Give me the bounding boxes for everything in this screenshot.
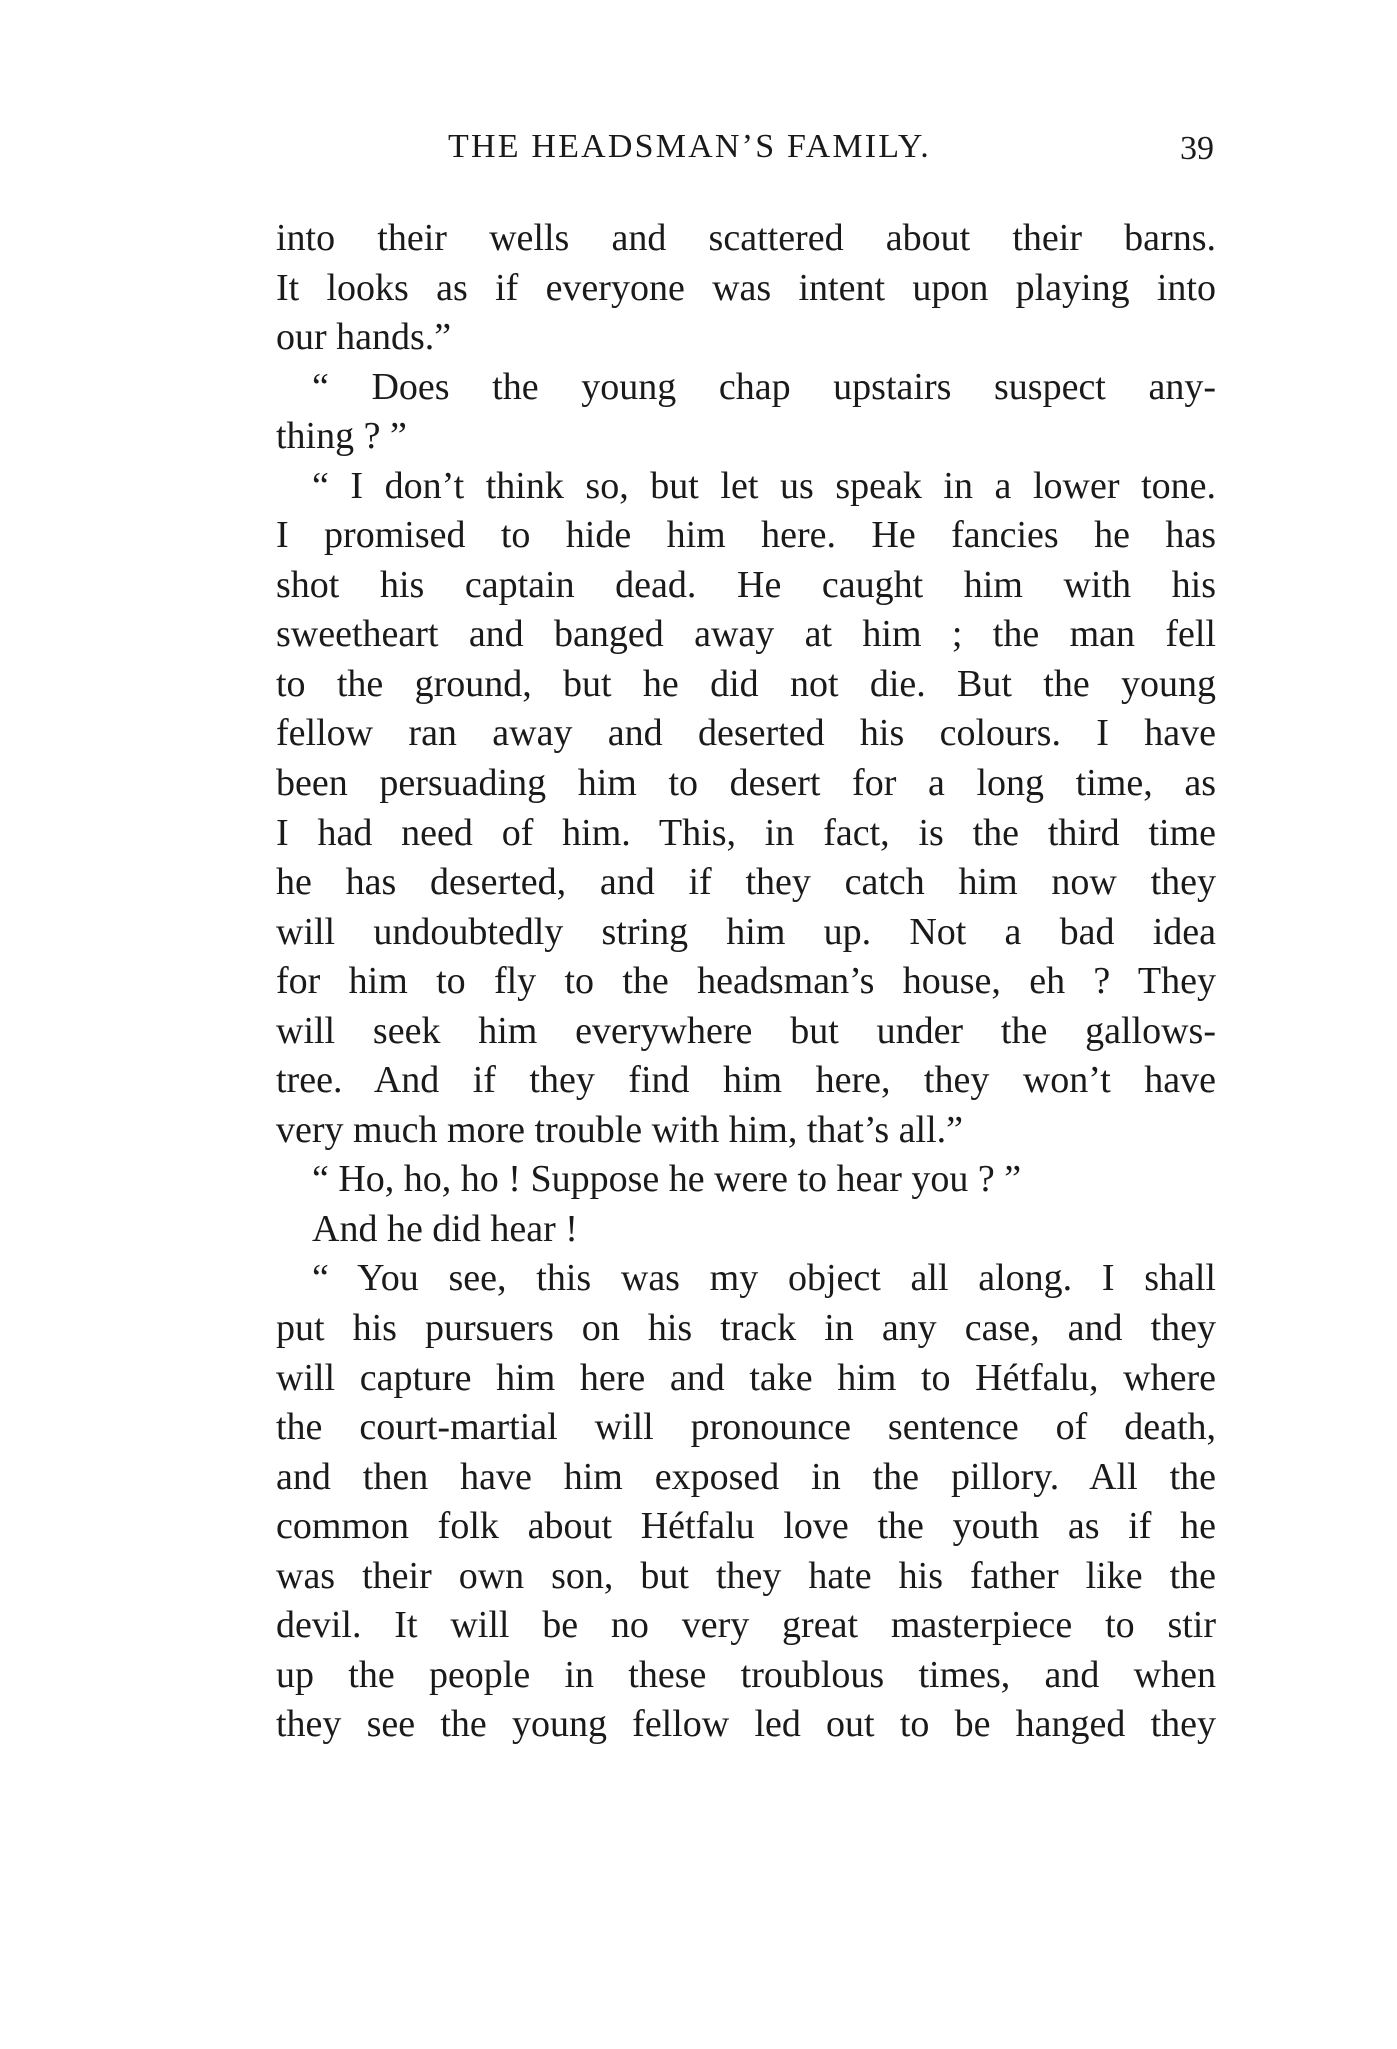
text-line: tree. And if they find him here, they won’t have bbox=[276, 1059, 1216, 1102]
text-line: very much more trouble with him, that’s all.” bbox=[276, 1108, 964, 1151]
text-line: And he did hear ! bbox=[312, 1207, 578, 1250]
text-line: “ Does the young chap upstairs suspect any- bbox=[312, 365, 1216, 408]
text-line: thing ? ” bbox=[276, 415, 407, 458]
text-line: shot his captain dead. He caught him with his bbox=[276, 563, 1216, 606]
text-line: sweetheart and banged away at him ; the man fell bbox=[276, 613, 1216, 656]
text-line: and then have him exposed in the pillory. All the bbox=[276, 1455, 1216, 1498]
page-number: 39 bbox=[1180, 130, 1214, 167]
running-head bbox=[272, 128, 1222, 178]
text-line: devil. It will be no very great masterpiece to stir bbox=[276, 1604, 1216, 1647]
text-line: It looks as if everyone was intent upon playing into bbox=[276, 266, 1216, 309]
text-line: was their own son, but they hate his father like the bbox=[276, 1554, 1216, 1597]
text-line: common folk about Hétfalu love the youth as if he bbox=[276, 1505, 1216, 1548]
running-title: THE HEADSMAN’S FAMILY. bbox=[448, 128, 931, 165]
text-line: into their wells and scattered about their barns. bbox=[276, 217, 1216, 259]
text-line: I had need of him. This, in fact, is the third time bbox=[276, 811, 1216, 854]
text-line: to the ground, but he did not die. But the young bbox=[276, 662, 1216, 705]
text-line: up the people in these troublous times, and when bbox=[276, 1653, 1216, 1696]
text-line: the court-martial will pronounce sentence of death, bbox=[276, 1406, 1216, 1449]
text-line: will seek him everywhere but under the gallows- bbox=[276, 1009, 1216, 1052]
text-line: will capture him here and take him to Hétfalu, where bbox=[276, 1356, 1216, 1399]
text-line: fellow ran away and deserted his colours. I have bbox=[276, 712, 1216, 755]
text-line: put his pursuers on his track in any case, and they bbox=[276, 1307, 1216, 1350]
text-line: been persuading him to desert for a long time, as bbox=[276, 762, 1216, 805]
body-text bbox=[276, 214, 1216, 1750]
text-line: I promised to hide him here. He fancies he has bbox=[276, 514, 1216, 557]
text-line: will undoubtedly string him up. Not a bad idea bbox=[276, 910, 1216, 953]
text-line: “ You see, this was my object all along. I shall bbox=[312, 1257, 1216, 1300]
text-line: our hands.” bbox=[276, 316, 452, 359]
text-line: for him to fly to the headsman’s house, eh ? They bbox=[276, 960, 1216, 1003]
text-line: they see the young fellow led out to be hanged they bbox=[276, 1703, 1216, 1746]
text-line: he has deserted, and if they catch him now they bbox=[276, 861, 1216, 904]
text-line: “ I don’t think so, but let us speak in a lower tone. bbox=[312, 464, 1216, 507]
text-line: “ Ho, ho, ho ! Suppose he were to hear you ? ” bbox=[312, 1158, 1022, 1201]
